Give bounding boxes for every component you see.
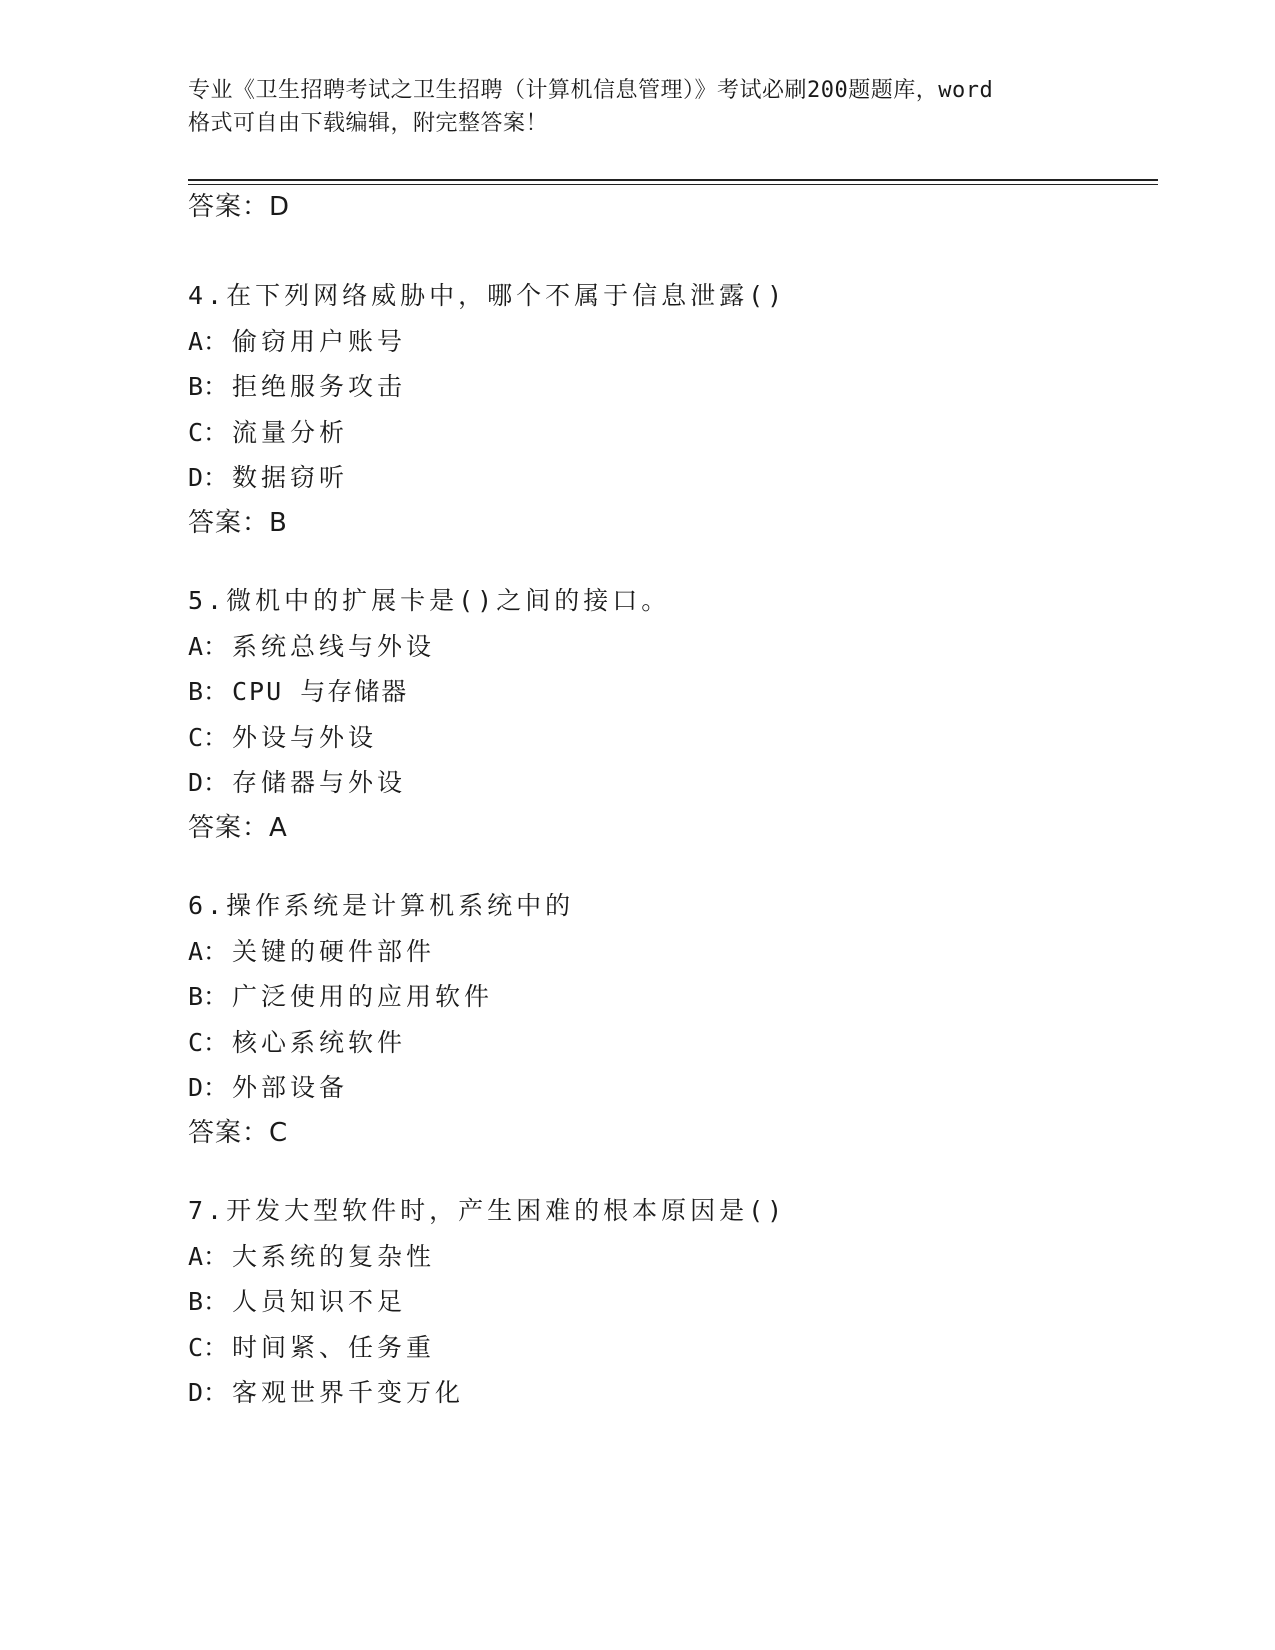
option-a: A： 大系统的复杂性	[188, 1241, 436, 1271]
answer-text: 答案：D	[188, 192, 291, 222]
option-c: C： 核心系统软件	[188, 1027, 407, 1057]
question-6	[188, 883, 1138, 1156]
option-a: A： 偷窃用户账号	[188, 326, 407, 356]
option-a: A： 系统总线与外设	[188, 631, 436, 661]
document-header	[188, 74, 1088, 140]
header-divider-thick	[188, 179, 1158, 181]
option-d: D： 外部设备	[188, 1073, 349, 1102]
answer-text: 答案：A	[188, 812, 288, 843]
option-d: D： 客观世界千变万化	[188, 1378, 465, 1407]
question-stem: 5.微机中的扩展卡是()之间的接口。	[188, 586, 671, 615]
question-stem: 7.开发大型软件时，产生困难的根本原因是()	[188, 1196, 787, 1225]
option-a: A： 关键的硬件部件	[188, 936, 436, 966]
option-c: C： 外设与外设	[188, 722, 378, 752]
option-c: C： 流量分析	[188, 417, 349, 447]
option-c: C： 时间紧、任务重	[188, 1332, 436, 1362]
answer-text: 答案：B	[188, 507, 288, 538]
question-4	[188, 273, 1138, 546]
option-b: B： 拒绝服务攻击	[188, 372, 407, 401]
answer-text: 答案：C	[188, 1117, 289, 1148]
question-stem: 4.在下列网络威胁中，哪个不属于信息泄露()	[188, 281, 787, 310]
question-5	[188, 578, 1138, 851]
question-7	[188, 1188, 1138, 1416]
header-line-2: 格式可自由下载编辑，附完整答案！	[188, 111, 549, 136]
header-line-1: 专业《卫生招聘考试之卫生招聘（计算机信息管理）》考试必刷200题题库，word	[188, 78, 994, 103]
option-b: B： 人员知识不足	[188, 1287, 407, 1316]
option-b: B： CPU 与存储器	[188, 677, 409, 706]
option-d: D： 数据窃听	[188, 463, 349, 492]
question-stem: 6.操作系统是计算机系统中的	[188, 891, 575, 920]
option-d: D： 存储器与外设	[188, 768, 407, 797]
answer-previous	[188, 185, 1138, 231]
option-b: B： 广泛使用的应用软件	[188, 982, 494, 1011]
